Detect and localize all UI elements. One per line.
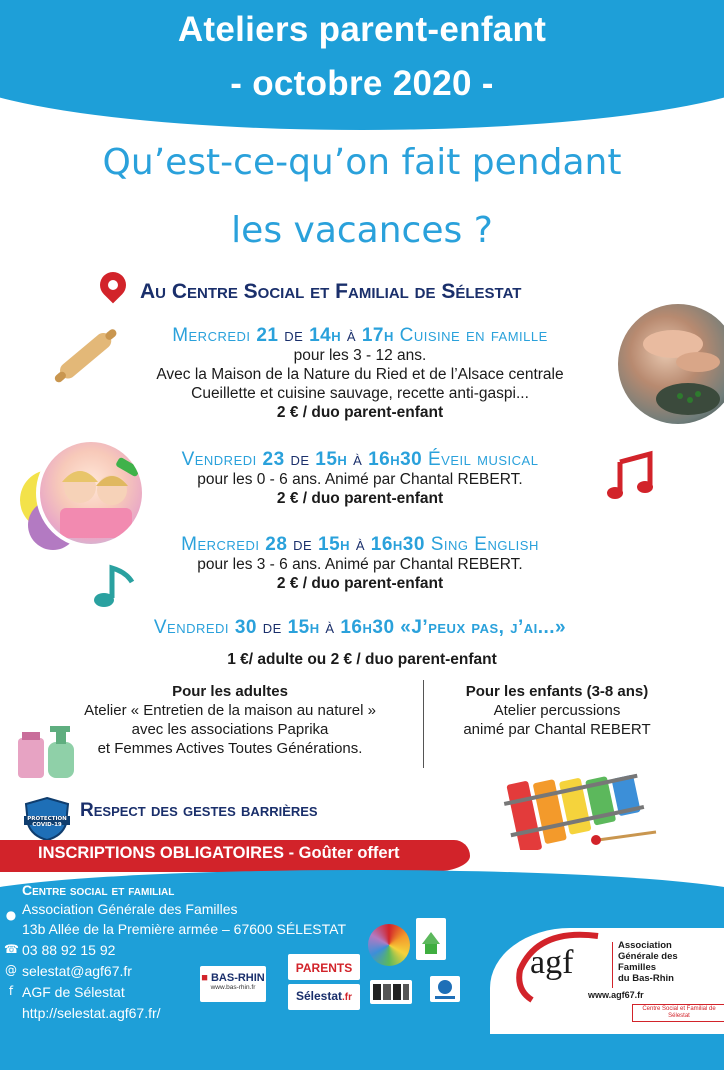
column-divider — [423, 680, 424, 768]
phone-icon: ☎ — [4, 942, 19, 956]
event-30-price: 1 €/ adulte ou 2 € / duo parent-enfant — [227, 651, 497, 668]
maison-logo — [416, 918, 446, 960]
event-jpeux-pas — [110, 618, 610, 638]
event-end: 16h30 — [370, 534, 425, 555]
event-start: 15h — [287, 617, 320, 638]
event-line: pour les 3 - 12 ans. — [293, 347, 427, 364]
event-price: 2 € / duo parent-enfant — [276, 404, 444, 421]
agf-wordmark: agf — [530, 944, 574, 981]
question-line-1: Qu’est-ce-qu’on fait pendant — [102, 142, 622, 183]
event-line: pour les 0 - 6 ans. Animé par Chantal REBERT. — [197, 471, 523, 488]
event-time-prefix: de — [284, 325, 304, 346]
adults-line: et Femmes Actives Toutes Générations. — [97, 740, 363, 757]
event-time-prefix: de — [293, 534, 313, 555]
footer-org: Association Générale des Familles — [22, 901, 238, 917]
parents-name: PARENTS — [295, 961, 353, 975]
event-date: 28 — [265, 534, 288, 555]
cleaning-jars-icon — [10, 722, 82, 782]
event-time-prefix: de — [262, 617, 282, 638]
event-date: 30 — [234, 617, 257, 638]
event-name: Sing English — [430, 534, 539, 555]
event-end: 17h — [361, 325, 394, 346]
event-time-prefix: de — [290, 449, 310, 470]
footer-facebook[interactable]: AGF de Sélestat — [22, 984, 125, 1000]
event-name: «J’peux pas, j’ai...» — [400, 617, 567, 638]
event-date: 21 — [256, 325, 279, 346]
cooking-photo — [618, 304, 724, 424]
event-start: 15h — [318, 534, 351, 555]
event-time-mid: à — [325, 617, 335, 638]
bas-rhin-logo: ■ BAS-RHIN www.bas-rhin.fr — [200, 966, 266, 1002]
adults-title: Pour les adultes — [172, 683, 288, 700]
parents-logo — [288, 954, 360, 980]
bas-rhin-url: www.bas-rhin.fr — [210, 984, 256, 991]
music-note-red-icon — [606, 450, 654, 502]
footer-title: Centre social et familial — [22, 882, 175, 898]
event-day: Vendredi — [181, 449, 257, 470]
address-pin-icon: ● — [5, 908, 17, 922]
main-subtitle: - octobre 2020 - — [230, 64, 494, 103]
footer-address: 13b Allée de la Première armée – 67600 SÉLESTAT — [22, 921, 346, 937]
network-logo — [368, 924, 410, 966]
selestat-suffix: .fr — [342, 992, 353, 1003]
selestat-logo — [288, 984, 360, 1010]
xylophone-icon — [500, 740, 660, 850]
registration-text: INSCRIPTIONS OBLIGATOIRES - Goûter offert — [38, 844, 400, 862]
event-sing-english — [110, 535, 610, 593]
event-date: 23 — [262, 449, 285, 470]
event-end: 16h30 — [340, 617, 395, 638]
selestat-name: Sélestat — [295, 989, 343, 1003]
event-start: 14h — [309, 325, 342, 346]
kids-column — [432, 682, 682, 739]
agf-name-line: Association — [618, 940, 672, 951]
footer-website[interactable]: http://selestat.agf67.fr/ — [22, 1005, 161, 1021]
puzzle-logo — [370, 980, 412, 1004]
kids-title: Pour les enfants (3-8 ans) — [465, 683, 649, 700]
event-time-mid: à — [353, 449, 363, 470]
event-day: Mercredi — [172, 325, 251, 346]
kids-line: Atelier percussions — [493, 702, 621, 719]
location-pin-icon — [95, 267, 132, 304]
event-name: Cuisine en famille — [399, 325, 548, 346]
event-line: Avec la Maison de la Nature du Ried et de l’Alsace centrale — [156, 366, 564, 383]
agf-url: www.agf67.fr — [588, 990, 644, 1000]
respect-heading: Respect des gestes barrières — [80, 800, 318, 821]
kids-line: animé par Chantal REBERT — [463, 721, 651, 738]
email-icon: @ — [5, 963, 17, 977]
event-name: Éveil musical — [428, 449, 539, 470]
agf-fullname — [618, 940, 678, 984]
event-eveil — [110, 450, 610, 508]
footer-phone: 03 88 92 15 92 — [22, 942, 116, 958]
event-line: pour les 3 - 6 ans. Animé par Chantal REBERT. — [197, 556, 523, 573]
event-time-mid: à — [346, 325, 357, 346]
event-price: 2 € / duo parent-enfant — [276, 490, 444, 507]
shield-label: PROTECTION COVID-19 — [27, 816, 67, 828]
agf-name-line: Familles — [618, 962, 657, 973]
location-heading: Au Centre Social et Familial de Sélestat — [140, 280, 522, 303]
agf-name-line: Générale des — [618, 951, 678, 962]
adults-column — [40, 682, 420, 758]
event-end: 16h30 — [368, 449, 423, 470]
event-day: Vendredi — [153, 617, 230, 638]
agf-divider — [612, 942, 613, 988]
bas-rhin-name: BAS-RHIN — [210, 972, 265, 984]
facebook-icon: f — [8, 984, 14, 998]
event-day: Mercredi — [181, 534, 260, 555]
agf-subtitle: Centre Social et Familial de Sélestat — [632, 1004, 724, 1022]
event-line: Cueillette et cuisine sauvage, recette anti-gaspi... — [191, 385, 529, 402]
adults-line: Atelier « Entretien de la maison au naturel » — [84, 702, 376, 719]
main-title: Ateliers parent-enfant — [177, 10, 547, 49]
footer-email[interactable]: selestat@agf67.fr — [22, 963, 132, 979]
event-time-mid: à — [355, 534, 365, 555]
event-start: 15h — [315, 449, 348, 470]
agf-name-line: du Bas-Rhin — [618, 973, 674, 984]
event-cuisine — [110, 326, 610, 422]
caf-logo — [430, 976, 460, 1002]
question-line-2: les vacances ? — [231, 210, 493, 251]
event-price: 2 € / duo parent-enfant — [276, 575, 444, 592]
adults-line: avec les associations Paprika — [131, 721, 329, 738]
